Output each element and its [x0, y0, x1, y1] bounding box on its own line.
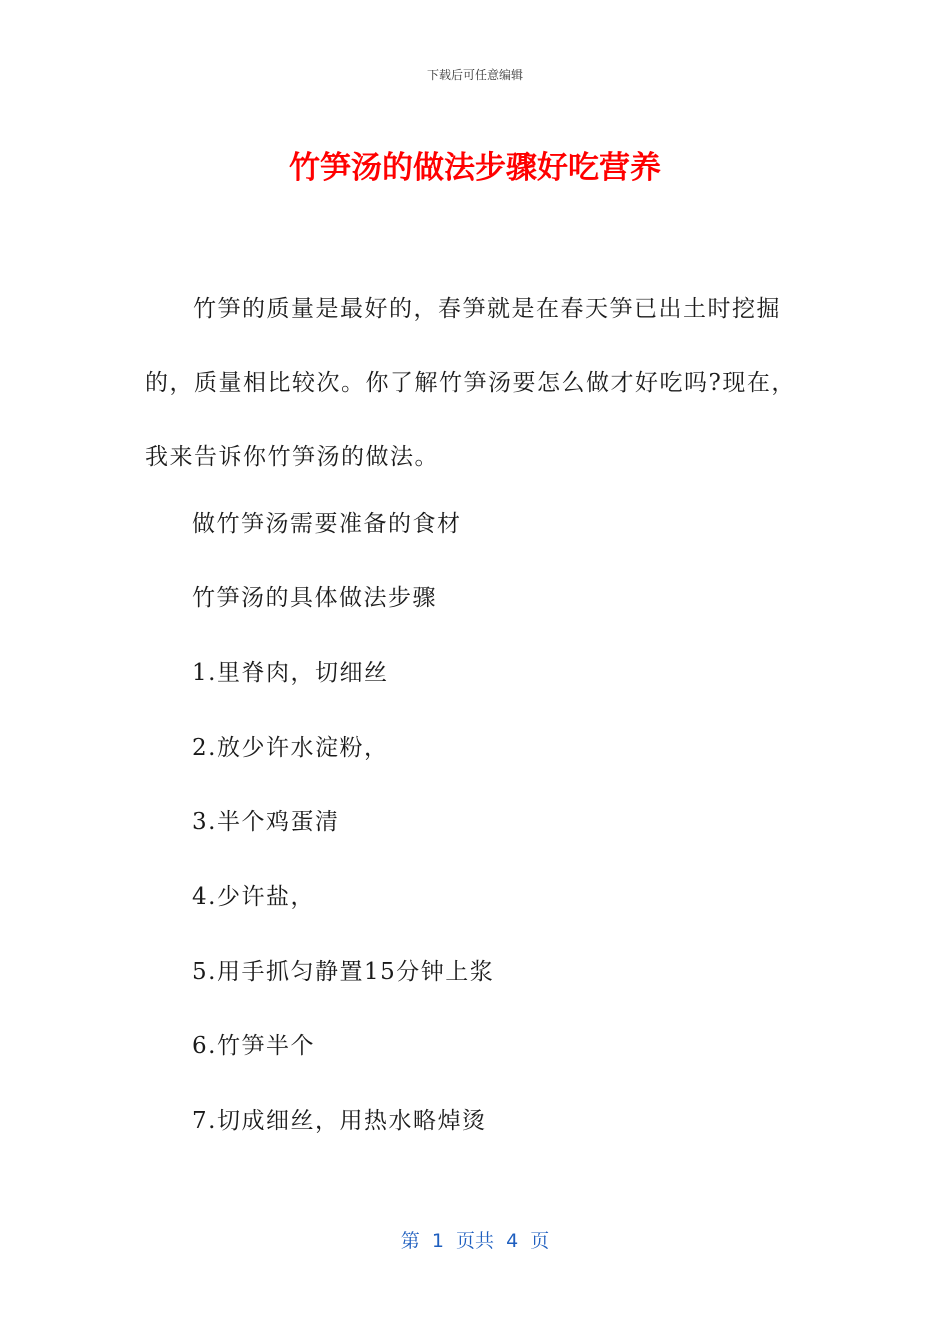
section-steps-heading: 竹笋汤的具体做法步骤 [192, 585, 437, 611]
step-item: 5.用手抓匀静置15分钟上浆 [192, 959, 495, 985]
step-item: 7.切成细丝，用热水略焯烫 [192, 1108, 487, 1134]
step-item: 4.少许盐， [192, 884, 315, 910]
step-item: 6.竹笋半个 [192, 1033, 315, 1059]
page-number: 第 1 页共 4 页 [400, 1230, 550, 1252]
section-ingredients-heading: 做竹笋汤需要准备的食材 [192, 511, 462, 537]
step-item: 3.半个鸡蛋清 [192, 809, 340, 835]
intro-paragraph: 竹笋的质量是最好的，春笋就是在春天笋已出土时挖掘的，质量相比较次。你了解竹笋汤要怎么做才好吃吗?现在，我来告诉你竹笋汤的做法。 [145, 296, 796, 470]
document-title: 竹笋汤的做法步骤好吃营养 [289, 150, 661, 186]
step-item: 2.放少许水淀粉， [192, 735, 389, 761]
step-item: 1.里脊肉，切细丝 [192, 660, 389, 686]
header-note: 下载后可任意编辑 [426, 68, 523, 82]
